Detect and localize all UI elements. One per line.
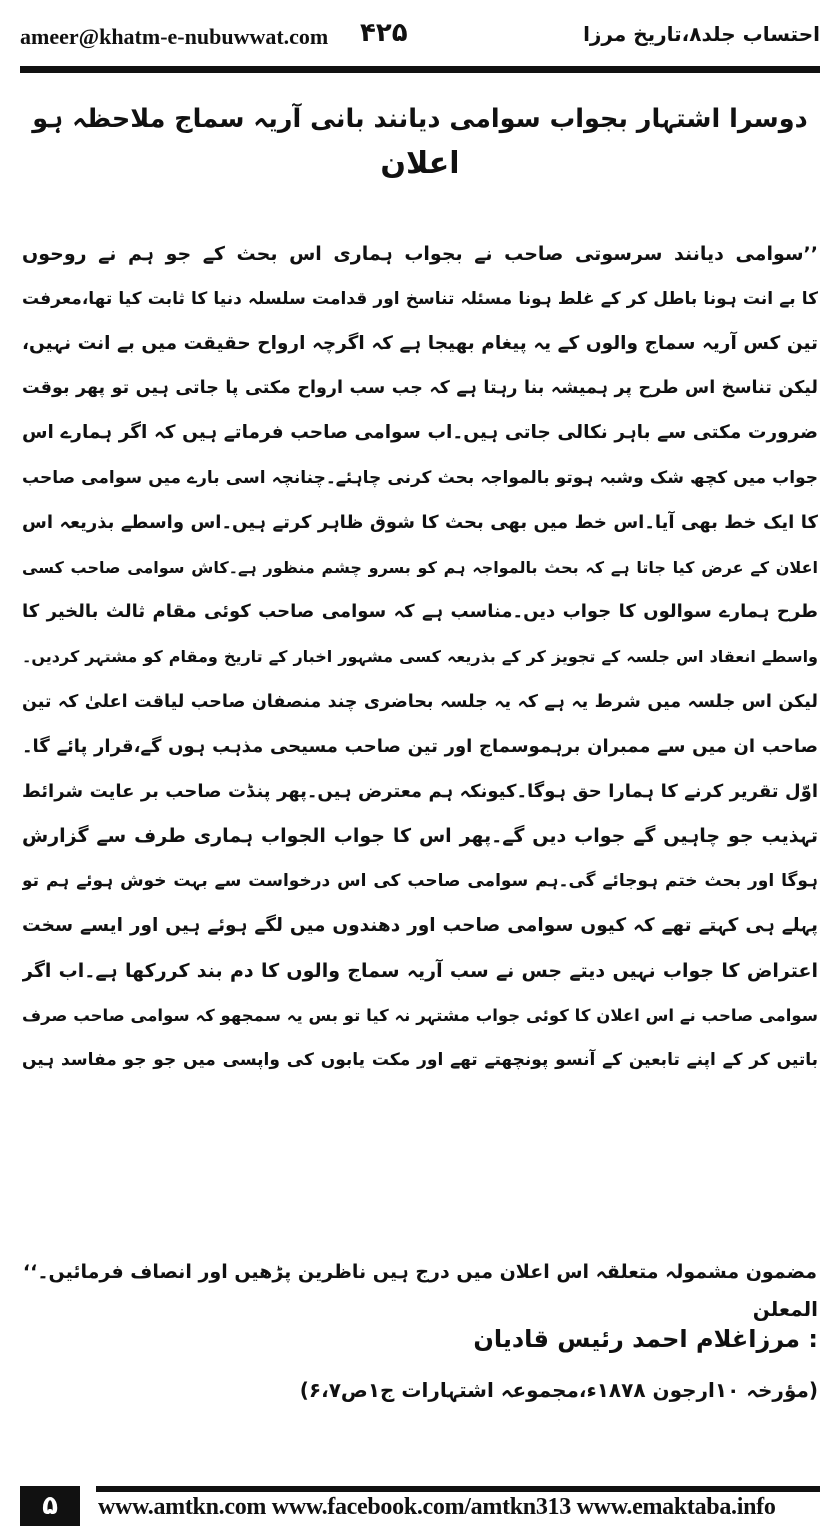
body-line: لیکن اس جلسہ میں شرط یہ ہے کہ یہ جلسہ بحاضری چند منصفان صاحب لیاقت اعلیٰ کہ تین [22, 691, 818, 712]
title-block [30, 96, 810, 186]
body-line: تہذیب جو چاہیں گے جواب دیں گے۔پھر اس کا جواب الجواب ہماری طرف سے گزارش [22, 825, 818, 848]
signature-label: المعلن [752, 1297, 818, 1321]
header-email: ameer@khatm-e-nubuwwat.com [20, 24, 329, 49]
body-line: جواب میں کچھ شک وشبہ ہوتو بالمواجہ بحث کرنی چاہئے۔چنانچہ اسی بارے میں سوامی صاحب [22, 467, 818, 488]
body-line: واسطے انعقاد اس جلسہ کے تجویز کر کے بذریعہ کسی مشہور اخبار کے تاریخ ومقام کو مشتہر کردیں۔ [22, 647, 818, 667]
title-line-1: دوسرا اشتہار بجواب سوامی دیانند بانی آریہ سماج ملاحظہ ہو [32, 104, 808, 134]
signature [473, 1294, 818, 1354]
page-header [20, 14, 820, 60]
body-text [22, 232, 818, 1083]
body-line: باتیں کر کے اپنے تابعین کے آنسو پونچھتے تھے اور مکت یابوں کی واپسی میں جو جو مفاسد ہیں [22, 1050, 818, 1071]
footer-links[interactable]: www.amtkn.com www.facebook.com/amtkn313 www.emaktaba.info [98, 1494, 776, 1520]
closing-line: مضمون مشمولہ متعلقہ اس اعلان میں درج ہیں ناظرین پڑھیں اور انصاف فرمائیں۔‘‘ [22, 1261, 818, 1283]
body-line: لیکن تناسخ اس طرح پر ہمیشہ بنا رہتا ہے کہ جب سب ارواح مکتی پا جاتی ہیں تو پھر بوقت [22, 378, 818, 399]
signature-name: : مرزاغلام احمد رئیس قادیان [473, 1325, 818, 1353]
body-line: اعلان کے عرض کیا جاتا ہے کہ بحث بالمواجہ ہم کو بسرو چشم منظور ہے۔کاش سوامی صاحب کسی [22, 557, 818, 577]
body-line: اوّل تقریر کرنے کا ہمارا حق ہوگا۔کیونکہ ہم معترض ہیں۔پھر پنڈت صاحب بر عایت شرائط [22, 780, 818, 802]
title-line-2: اعلان [380, 146, 460, 181]
header-page-number: ۴۲۵ [360, 18, 408, 48]
body-line: ہوگا اور بحث ختم ہوجائے گی۔ہم سوامی صاحب کی اس درخواست سے بہت خوش ہوئے ہم تو [22, 871, 818, 892]
body-line: اعتراض کا جواب نہیں دیتے جس نے سب آریہ سماج والوں کا دم بند کررکھا ہے۔اب اگر [22, 959, 818, 982]
body-line: تین کس آریہ سماج والوں کے یہ پیغام بھیجا ہے کہ اگرچہ ارواح حقیقت میں بے انت نہیں، [22, 332, 818, 354]
body-line: ضرورت مکتی سے باہر نکالی جاتی ہیں۔اب سوامی صاحب فرماتے ہیں کہ اگر ہمارے اس [22, 422, 818, 444]
body-line: طرح ہمارے سوالوں کا جواب دیں۔مناسب ہے کہ سوامی صاحب کوئی مقام ثالث بالخیر کا [22, 601, 818, 623]
footer-page-badge: ۵ [20, 1486, 80, 1526]
body-line: ’’سوامی دیانند سرسوتی صاحب نے بجواب ہماری اس بحث کے جو ہم نے روحوں [22, 243, 818, 265]
header-rule [20, 66, 820, 73]
body-line: صاحب ان میں سے ممبران برہموسماج اور تین صاحب مسیحی مذہب ہوں گے،قرار پائے گا۔ [22, 735, 818, 757]
body-line: پہلے ہی کہتے تھے کہ کیوں سوامی صاحب اور دھندوں میں لگے ہوئے ہیں اور ایسے سخت [22, 914, 818, 936]
body-line: کا بے انت ہونا باطل کر کے غلط ہونا مسئلہ تناسخ اور قدامت سلسلہ دنیا کا ثابت کیا تھا،معرفت [22, 288, 818, 309]
page-footer [20, 1486, 820, 1526]
date-note: (مؤرخہ ۱۰ارجون ۱۸۷۸ء،مجموعہ اشتہارات ج۱ص۶،۷) [299, 1378, 818, 1402]
header-running-title: احتساب جلد۸،تاریخ مرزا [583, 22, 820, 46]
body-line: سوامی صاحب نے اس اعلان کا کوئی جواب مشتہر نہ کیا تو بس یہ سمجھو کہ سوامی صاحب صرف [22, 1005, 818, 1025]
body-line: کا ایک خط بھی آیا۔اس خط میں بھی بحث کا شوق ظاہر کرتے ہیں۔اس واسطے بذریعہ اس [22, 511, 818, 533]
